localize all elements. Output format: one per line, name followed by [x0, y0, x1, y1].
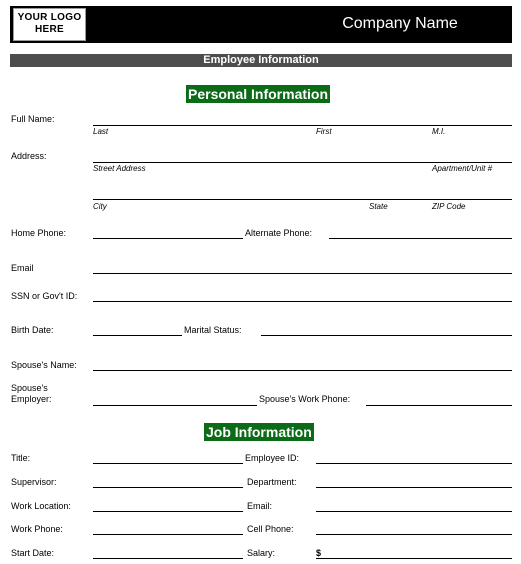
supervisor-label: Supervisor:: [11, 477, 57, 487]
alternate-phone-label: Alternate Phone:: [245, 228, 313, 238]
state-sublabel: State: [369, 202, 388, 211]
city-state-zip-field[interactable]: [93, 199, 512, 200]
street-address-sublabel: Street Address: [93, 164, 146, 173]
start-date-label: Start Date:: [11, 548, 55, 558]
full-name-label: Full Name:: [11, 114, 55, 124]
company-name: Company Name: [342, 15, 458, 32]
last-name-sublabel: Last: [93, 127, 109, 136]
spouse-name-label: Spouse's Name:: [11, 360, 77, 370]
email-label: Email: [11, 263, 34, 273]
employee-id-field[interactable]: [316, 463, 512, 464]
work-location-field[interactable]: [93, 511, 243, 512]
cell-phone-label: Cell Phone:: [247, 524, 294, 534]
department-field[interactable]: [316, 487, 512, 488]
full-name-field[interactable]: [93, 125, 512, 126]
start-date-field[interactable]: [93, 558, 243, 559]
salary-currency-symbol: $: [316, 548, 322, 558]
salary-field[interactable]: [316, 558, 512, 559]
first-name-sublabel: First: [316, 127, 332, 136]
marital-status-label: Marital Status:: [184, 325, 242, 335]
salary-label: Salary:: [247, 548, 276, 558]
supervisor-field[interactable]: [93, 487, 243, 488]
title-label: Title:: [11, 453, 31, 463]
apartment-sublabel: Apartment/Unit #: [432, 164, 493, 173]
middle-initial-sublabel: M.I.: [432, 127, 446, 136]
birth-date-label: Birth Date:: [11, 325, 54, 335]
work-location-label: Work Location:: [11, 501, 71, 511]
spouse-work-phone-field[interactable]: [366, 405, 512, 406]
department-label: Department:: [247, 477, 297, 487]
spouse-work-phone-label: Spouse's Work Phone:: [259, 394, 351, 404]
work-phone-field[interactable]: [93, 534, 243, 535]
home-phone-field[interactable]: [93, 238, 243, 239]
spouse-employer-field[interactable]: [93, 405, 257, 406]
city-sublabel: City: [93, 202, 107, 211]
email-field[interactable]: [93, 273, 512, 274]
employee-id-label: Employee ID:: [245, 453, 300, 463]
title-field[interactable]: [93, 463, 243, 464]
spouse-employer-label-line2: Employer:: [11, 394, 52, 404]
personal-info-heading: Personal Information: [188, 86, 329, 102]
job-email-field[interactable]: [316, 511, 512, 512]
job-email-label: Email:: [247, 501, 273, 511]
cell-phone-field[interactable]: [316, 534, 512, 535]
home-phone-label: Home Phone:: [11, 228, 67, 238]
logo-placeholder: YOUR LOGO HERE: [13, 8, 86, 41]
street-address-field[interactable]: [93, 162, 512, 163]
section-title: Employee Information: [203, 54, 319, 66]
birth-date-field[interactable]: [93, 335, 182, 336]
spouse-employer-label-line1: Spouse's: [11, 383, 48, 393]
alternate-phone-field[interactable]: [329, 238, 512, 239]
work-phone-label: Work Phone:: [11, 524, 63, 534]
ssn-field[interactable]: [93, 301, 512, 302]
spouse-name-field[interactable]: [93, 370, 512, 371]
job-info-heading: Job Information: [206, 424, 312, 440]
address-label: Address:: [11, 151, 47, 161]
zip-sublabel: ZIP Code: [432, 202, 466, 211]
ssn-label: SSN or Gov't ID:: [11, 291, 78, 301]
marital-status-field[interactable]: [261, 335, 512, 336]
